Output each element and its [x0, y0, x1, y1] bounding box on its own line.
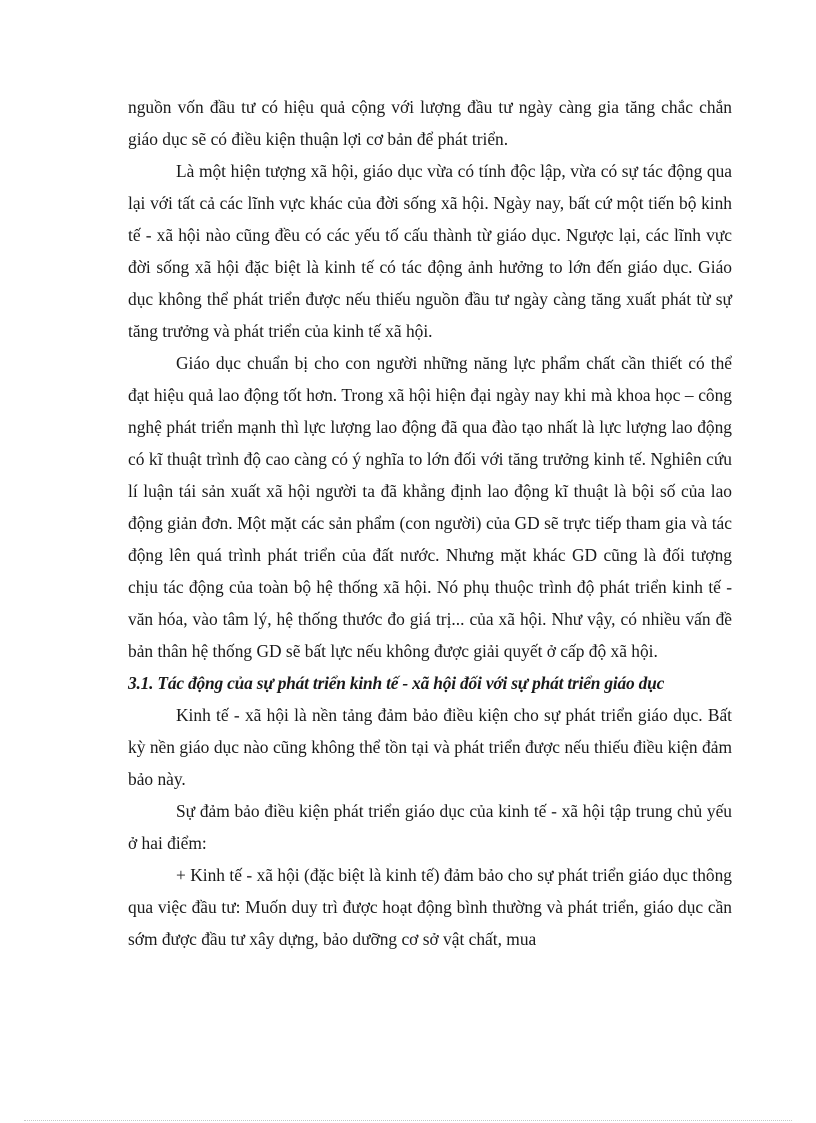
- paragraph: Sự đảm bảo điều kiện phát triển giáo dục của kinh tế - xã hội tập trung chủ yếu ở hai điểm:: [128, 801, 732, 853]
- paragraph: + Kinh tế - xã hội (đặc biệt là kinh tế) đảm bảo cho sự phát triển giáo dục thông qua việc đầu tư: Muốn duy trì được hoạt động bình thường và phát triển, giáo dục cần sớm được đầu tư xây dựng, bảo dưỡng cơ sở vật chất, mua: [128, 865, 732, 949]
- paragraph-continuation: nguồn vốn đầu tư có hiệu quả cộng với lượng đầu tư ngày càng gia tăng chắc chắn giáo dục sẽ có điều kiện thuận lợi cơ bản để phát triển.: [128, 97, 732, 149]
- section-heading: 3.1. Tác động của sự phát triển kinh tế - xã hội đối với sự phát triển giáo dục: [128, 673, 665, 693]
- paragraph: Là một hiện tượng xã hội, giáo dục vừa có tính độc lập, vừa có sự tác động qua lại với tất cả các lĩnh vực khác của đời sống xã hội. Ngày nay, bất cứ một tiến bộ kinh tế - xã hội nào cũng đều có các yếu tố cấu thành từ giáo dục. Ngược lại, các lĩnh vực đời sống xã hội đặc biệt là kinh tế có tác động ảnh hưởng to lớn đến giáo dục. Giáo dục không thể phát triển được nếu thiếu nguồn đầu tư ngày càng tăng xuất phát từ sự tăng trưởng và phát triển của kinh tế xã hội.: [128, 161, 732, 341]
- document-body: [128, 91, 732, 955]
- page-bottom-divider: [24, 1120, 792, 1121]
- paragraph: Giáo dục chuẩn bị cho con người những năng lực phẩm chất cần thiết có thể đạt hiệu quả lao động tốt hơn. Trong xã hội hiện đại ngày nay khi mà khoa học – công nghệ phát triển mạnh thì lực lượng lao động đã qua đào tạo nhất là lực lượng lao động có kĩ thuật trình độ cao càng có ý nghĩa to lớn đối với tăng trưởng kinh tế. Nghiên cứu lí luận tái sản xuất xã hội người ta đã khẳng định lao động kĩ thuật là bội số của lao động giản đơn. Một mặt các sản phẩm (con người) của GD sẽ trực tiếp tham gia và tác động lên quá trình phát triển của đất nước. Nhưng mặt khác GD cũng là đối tượng chịu tác động của toàn bộ hệ thống xã hội. Nó phụ thuộc trình độ phát triển kinh tế - văn hóa, vào tâm lý, hệ thống thước đo giá trị... của xã hội. Như vậy, có nhiều vấn đề bản thân hệ thống GD sẽ bất lực nếu không được giải quyết ở cấp độ xã hội.: [128, 353, 732, 661]
- paragraph: Kinh tế - xã hội là nền tảng đảm bảo điều kiện cho sự phát triển giáo dục. Bất kỳ nền giáo dục nào cũng không thể tồn tại và phát triển được nếu thiếu điều kiện đảm bảo này.: [128, 705, 732, 789]
